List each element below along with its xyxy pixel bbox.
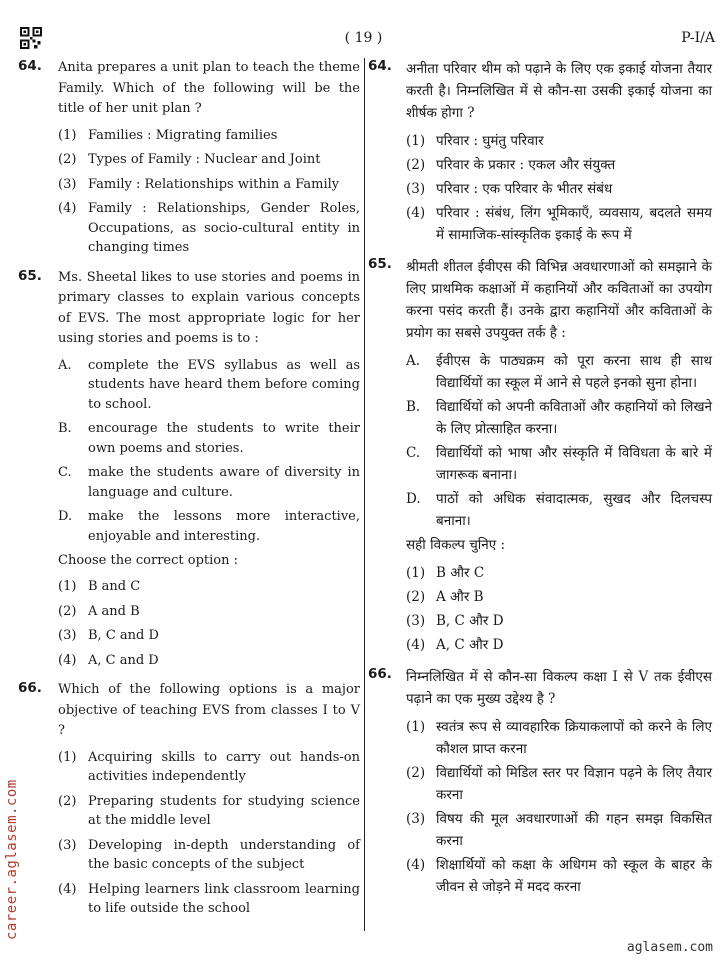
statement [406,396,712,440]
question-stem: निम्नलिखित में से कौन-सा विकल्प कक्षा I से V तक ईवीएस पढ़ाने का एक मुख्य उद्देश्य है ? [406,669,712,707]
option-label: (3) [58,628,77,643]
page-number: ( 19 ) [344,30,383,46]
answer-option[interactable] [406,130,712,152]
hindi-column [368,58,712,908]
answer-option[interactable] [406,634,712,656]
answer-option[interactable] [406,716,712,760]
instruction-text: सही विकल्प चुनिए : [406,537,506,553]
statement-text: make the lessons more interactive, enjoyable and interesting. [88,509,360,544]
option-text: A, C and D [88,652,159,668]
option-label: (1) [406,133,426,149]
option-text: Families : Migrating families [88,127,278,143]
answer-option[interactable] [58,651,360,671]
question-66-en [18,680,360,919]
option-label: (2) [58,793,77,809]
answer-option[interactable] [406,610,712,632]
question-number: 65. [368,256,392,272]
paper-code: P-I/A [681,30,715,46]
question-65-hi [368,256,712,656]
question-stem: श्रीमती शीतल ईवीएस की विभिन्न अवधारणाओं को समझाने के लिए प्राथमिक कक्षाओं में कहानियों और कविताओं का उपयोग करना पसंद करती हैं। उनके द्वारा कहानियों और कविताओं के प्रयोग का सबसे उपयुक्त तर्क है : [406,259,712,341]
option-label: (3) [58,837,77,853]
question-stem: Anita prepares a unit plan to teach the theme Family. Which of the following will be the title of her unit plan ? [58,60,360,116]
answer-option[interactable] [58,150,360,170]
option-label: (1) [406,565,426,581]
answer-option[interactable] [58,626,360,646]
answer-option[interactable] [406,178,712,200]
question-65-en [18,268,360,671]
option-text: विद्यार्थियों को मिडिल स्तर पर विज्ञान पढ़ने के लिए तैयार करना [436,765,712,803]
option-text: परिवार : घुमंतु परिवार [436,133,544,149]
column-divider [364,58,365,931]
english-column [18,58,360,929]
option-label: (4) [406,205,426,221]
option-text: Developing in-depth understanding of the basic concepts of the subject [88,837,360,872]
answer-option[interactable] [58,748,360,787]
question-number: 65. [18,267,42,284]
option-text: Acquiring skills to carry out hands-on activities independently [88,749,360,784]
statement-text: make the students aware of diversity in language and culture. [88,465,360,500]
option-label: (4) [58,201,77,216]
option-text: B, C and D [88,628,159,643]
option-label: (3) [406,811,426,827]
statement-label: C. [406,445,421,461]
answer-option[interactable] [58,792,360,831]
statement [406,442,712,486]
option-label: (2) [406,765,426,781]
question-stem: Ms. Sheetal likes to use stories and poems in primary classes to explain various concepts of EVS. The most appropriate logic for her using stories and poems is to : [58,269,360,346]
option-text: विषय की मूल अवधारणाओं की गहन समझ विकसित करना [436,811,712,849]
statement [58,419,360,458]
question-number: 66. [368,666,392,682]
answer-option[interactable] [406,586,712,608]
option-text: B और C [436,565,485,581]
option-label: (2) [406,157,426,173]
option-label: (4) [406,637,426,653]
statement [406,350,712,394]
statement-label: A. [406,353,421,369]
statement-label: D. [58,509,73,524]
option-label: (3) [406,613,426,629]
option-label: (2) [406,589,426,605]
option-text: Preparing students for studying science at the middle level [88,793,360,828]
statement-label: A. [58,357,72,373]
option-label: (1) [406,719,426,735]
answer-option[interactable] [406,202,712,246]
statement [58,507,360,546]
answer-option[interactable] [58,175,360,195]
question-number: 64. [368,58,392,74]
answer-option[interactable] [58,836,360,875]
option-label: (1) [58,749,77,765]
option-label: (2) [58,152,77,167]
option-text: A, C और D [436,637,504,653]
statement-text: complete the EVS syllabus as well as students have heard them before coming to school. [88,357,360,412]
answer-option[interactable] [58,199,360,258]
statement-text: encourage the students to write their own poems and stories. [88,421,360,456]
answer-option[interactable] [58,602,360,622]
statement-text: ईवीएस के पाठ्यक्रम को पूरा करना साथ ही साथ विद्यार्थियों का स्कूल में आने से पहले इनको सुना होना। [436,353,712,391]
option-label: (4) [406,857,426,873]
answer-option[interactable] [58,577,360,597]
option-text: B and C [88,579,141,594]
statement-label: B. [406,399,421,415]
option-text: A और B [436,589,484,605]
option-label: (2) [58,603,77,619]
question-stem: Which of the following options is a major objective of teaching EVS from classes I to V ? [58,682,360,738]
option-text: Family : Relationships within a Family [88,176,340,192]
answer-option[interactable] [58,126,360,146]
option-text: Helping learners link classroom learning to life outside the school [88,881,360,916]
side-watermark: career.aglasem.com [4,779,20,940]
option-text: B, C और D [436,613,504,629]
option-label: (1) [58,579,77,594]
answer-option[interactable] [406,808,712,852]
answer-option[interactable] [406,154,712,176]
statement-text: विद्यार्थियों को भाषा और संस्कृति में विविधता के बारे में जागरूक बनाना। [436,445,712,483]
answer-option[interactable] [406,854,712,898]
option-text: A and B [88,603,140,619]
option-label: (4) [58,881,77,897]
statement-text: विद्यार्थियों को अपनी कविताओं और कहानियों को लिखने के लिए प्रोत्साहित करना। [436,399,712,437]
question-64-hi [368,58,712,246]
option-text: Family : Relationships, Gender Roles, Occupations, as socio-cultural entity in changing times [88,201,360,255]
answer-option[interactable] [406,762,712,806]
option-text: शिक्षार्थियों को कक्षा के अधिगम को स्कूल के बाहर के जीवन से जोड़ने में मदद करना [436,857,712,895]
statement-text: पाठों को अधिक संवादात्मक, सुखद और दिलचस्प बनाना। [436,491,712,529]
statement [58,463,360,502]
option-label: (3) [58,176,77,192]
statement-label: D. [406,491,421,507]
option-text: परिवार के प्रकार : एकल और संयुक्त [436,157,616,173]
option-label: (1) [58,127,77,143]
option-label: (4) [58,652,77,668]
question-number: 64. [18,58,42,74]
statement-label: C. [58,465,72,480]
option-text: Types of Family : Nuclear and Joint [88,152,321,167]
statement [58,356,360,415]
statement-label: B. [58,421,72,436]
option-text: परिवार : एक परिवार के भीतर संबंध [436,181,613,197]
option-text: परिवार : संबंध, लिंग भूमिकाएँ, व्यवसाय, बदलते समय में सामाजिक-सांस्कृतिक इकाई के रूप में [436,205,712,243]
answer-option[interactable] [406,562,712,584]
question-stem: अनीता परिवार थीम को पढ़ाने के लिए एक इकाई योजना तैयार करती है। निम्नलिखित में से कौन-सा उसकी इकाई योजना का शीर्षक होगा ? [406,61,712,121]
statement [406,488,712,532]
option-text: स्वतंत्र रूप से व्यावहारिक क्रियाकलापों को करने के लिए कौशल प्राप्त करना [436,719,712,757]
question-number: 66. [18,680,42,696]
question-66-hi [368,666,712,898]
option-label: (3) [406,181,426,197]
answer-option[interactable] [58,880,360,919]
bottom-watermark: aglasem.com [626,940,713,955]
instruction-text: Choose the correct option : [58,553,239,568]
question-64-en [18,58,360,258]
